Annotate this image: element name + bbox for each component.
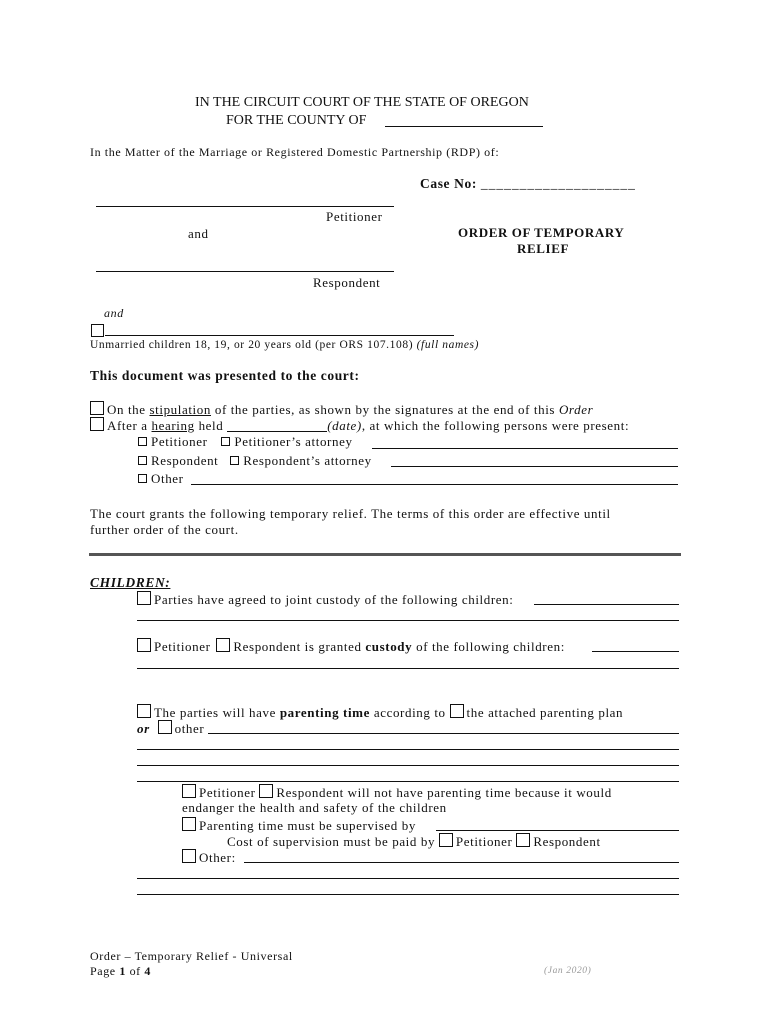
stipulation-row: On the stipulation of the parties, as shown by the signatures at the end of this Order xyxy=(90,401,593,418)
grant-text-line1: The court grants the following temporary relief. The terms of this order are effective until xyxy=(90,506,611,521)
no-parenting-row-2: endanger the health and safety of the children xyxy=(182,800,447,815)
respondent-attorney-checkbox[interactable] xyxy=(230,456,239,465)
parenting-time-checkbox[interactable] xyxy=(137,704,151,718)
parenting-other-field-3[interactable] xyxy=(137,765,679,766)
parenting-other-field-2[interactable] xyxy=(137,749,679,750)
petitioner-attorney-field[interactable] xyxy=(372,448,678,449)
parenting-other-field-4[interactable] xyxy=(137,781,679,782)
joint-custody-row: Parties have agreed to joint custody of the following children: xyxy=(137,591,513,608)
parenting-plan-checkbox[interactable] xyxy=(450,704,464,718)
other-field[interactable] xyxy=(244,862,679,863)
footer-revision: (Jan 2020) xyxy=(544,966,592,976)
joint-custody-checkbox[interactable] xyxy=(137,591,151,605)
other-present-field[interactable] xyxy=(191,484,678,485)
supervised-field[interactable] xyxy=(436,830,679,831)
present-row-other: Other xyxy=(138,471,184,487)
and-label: and xyxy=(188,226,209,241)
adult-children-note: Unmarried children 18, 19, or 20 years old (per ORS 107.108) (full names) xyxy=(90,339,480,351)
county-label: FOR THE COUNTY OF xyxy=(226,113,367,128)
section-divider xyxy=(89,553,681,556)
stipulation-checkbox[interactable] xyxy=(90,401,104,415)
other-row: Other: xyxy=(182,849,236,866)
court-heading: IN THE CIRCUIT COURT OF THE STATE OF OREGON xyxy=(195,95,529,110)
matter-caption: In the Matter of the Marriage or Registered Domestic Partnership (RDP) of: xyxy=(90,145,500,159)
petitioner-attorney-checkbox[interactable] xyxy=(221,437,230,446)
respondent-label: Respondent xyxy=(313,275,381,290)
supervised-row: Parenting time must be supervised by xyxy=(182,817,416,834)
grant-text-line2: further order of the court. xyxy=(90,522,239,537)
cost-row: Cost of supervision must be paid by Petitioner Respondent xyxy=(227,834,601,849)
joint-custody-field-2[interactable] xyxy=(137,620,679,621)
presented-heading: This document was presented to the court: xyxy=(90,368,360,383)
custody-row: Petitioner Respondent is granted custody of the following children: xyxy=(137,638,565,655)
case-number-field[interactable]: ____________________ xyxy=(480,176,636,191)
parenting-other-field[interactable] xyxy=(208,733,679,734)
other-field-3[interactable] xyxy=(137,894,679,895)
present-row-respondent: Respondent Respondent’s attorney xyxy=(138,453,372,469)
children-heading: CHILDREN: xyxy=(90,575,171,590)
footer-page-number: Page 1 of 4 xyxy=(90,964,151,978)
custody-respondent-checkbox[interactable] xyxy=(216,638,230,652)
no-pt-respondent-checkbox[interactable] xyxy=(259,784,273,798)
supervised-checkbox[interactable] xyxy=(182,817,196,831)
hearing-row: After a hearing held (date), at which the following persons were present: xyxy=(90,417,629,434)
petitioner-label: Petitioner xyxy=(326,209,383,224)
document-title-line2: RELIEF xyxy=(517,241,570,256)
and-italic-label: and xyxy=(104,306,124,320)
custody-petitioner-checkbox[interactable] xyxy=(137,638,151,652)
custody-field[interactable] xyxy=(592,651,679,652)
no-parenting-row: Petitioner Respondent will not have parenting time because it would xyxy=(182,784,612,801)
petitioner-present-checkbox[interactable] xyxy=(138,437,147,446)
county-heading xyxy=(226,113,366,129)
respondent-name-field[interactable] xyxy=(96,271,394,272)
document-title-line1: ORDER OF TEMPORARY xyxy=(458,225,625,240)
respondent-present-checkbox[interactable] xyxy=(138,456,147,465)
footer-form-name: Order – Temporary Relief - Universal xyxy=(90,949,293,963)
other-checkbox[interactable] xyxy=(182,849,196,863)
parenting-row: The parties will have parenting time according to the attached parenting plan xyxy=(137,704,623,721)
present-row-petitioner: Petitioner Petitioner’s attorney xyxy=(138,434,353,450)
county-field[interactable] xyxy=(385,126,543,127)
custody-field-2[interactable] xyxy=(137,668,679,669)
respondent-attorney-field[interactable] xyxy=(391,466,678,467)
cost-petitioner-checkbox[interactable] xyxy=(439,833,453,847)
checkbox-icon[interactable] xyxy=(91,324,104,337)
parenting-other-checkbox[interactable] xyxy=(158,720,172,734)
case-number-label: Case No: ____________________ xyxy=(420,176,636,191)
hearing-date-field[interactable] xyxy=(227,431,327,432)
joint-custody-field[interactable] xyxy=(534,604,679,605)
no-pt-petitioner-checkbox[interactable] xyxy=(182,784,196,798)
hearing-checkbox[interactable] xyxy=(90,417,104,431)
cost-respondent-checkbox[interactable] xyxy=(516,833,530,847)
other-present-checkbox[interactable] xyxy=(138,474,147,483)
petitioner-name-field[interactable] xyxy=(96,206,394,207)
other-field-2[interactable] xyxy=(137,878,679,879)
adult-children-names-field[interactable] xyxy=(105,335,454,336)
parenting-other-row: or other xyxy=(137,721,205,736)
